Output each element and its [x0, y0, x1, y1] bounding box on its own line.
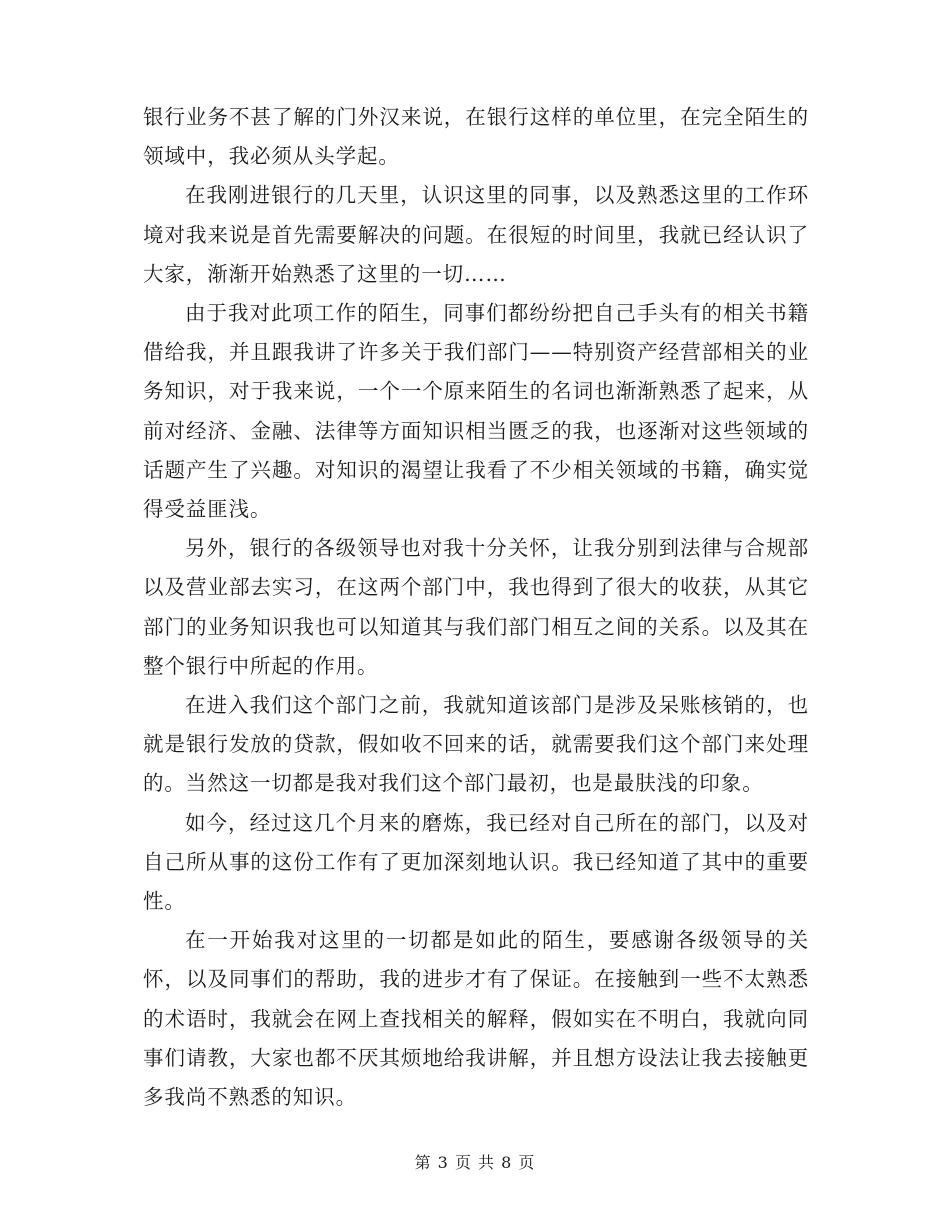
paragraph-5: 在进入我们这个部门之前，我就知道该部门是涉及呆账核销的，也就是银行发放的贷款，假如收不回来的话，就需要我们这个部门来处理的。当然这一切都是我对我们这个部门最初，也是最肤浅的印象。 [143, 693, 809, 796]
paragraph-4: 另外，银行的各级领导也对我十分关怀，让我分别到法律与合规部以及营业部去实习，在这两个部门中，我也得到了很大的收获，从其它部门的业务知识我也可以知道其与我们部门相互之间的关系。以及其在整个银行中所起的作用。 [143, 536, 809, 678]
paragraph-3: 由于我对此项工作的陌生，同事们都纷纷把自己手头有的相关书籍借给我，并且跟我讲了许多关于我们部门——特别资产经营部相关的业务知识，对于我来说，一个一个原来陌生的名词也渐渐熟悉了起来，从前对经济、金融、法律等方面知识相当匮乏的我，也逐渐对这些领域的话题产生了兴趣。对知识的渴望让我看了不少相关领域的书籍，确实觉得受益匪浅。 [143, 301, 809, 522]
paragraph-7: 在一开始我对这里的一切都是如此的陌生，要感谢各级领导的关怀，以及同事们的帮助，我的进步才有了保证。在接触到一些不太熟悉的术语时，我就会在网上查找相关的解释，假如实在不明白，我就向同事们请教，大家也都不厌其烦地给我讲解，并且想方设法让我去接触更多我尚不熟悉的知识。 [143, 928, 809, 1110]
paragraph-2: 在我刚进银行的几天里，认识这里的同事，以及熟悉这里的工作环境对我来说是首先需要解决的问题。在很短的时间里，我就已经认识了大家，渐渐开始熟悉了这里的一切…… [143, 183, 809, 286]
paragraph-1: 银行业务不甚了解的门外汉来说，在银行这样的单位里，在完全陌生的领域中，我必须从头学起。 [143, 105, 809, 169]
paragraph-6: 如今，经过这几个月来的磨炼，我已经对自己所在的部门，以及对自己所从事的这份工作有了更加深刻地认识。我已经知道了其中的重要性。 [143, 810, 809, 914]
document-body [143, 98, 809, 1117]
page-number-footer: 第 3 页 共 8 页 [414, 1153, 536, 1172]
